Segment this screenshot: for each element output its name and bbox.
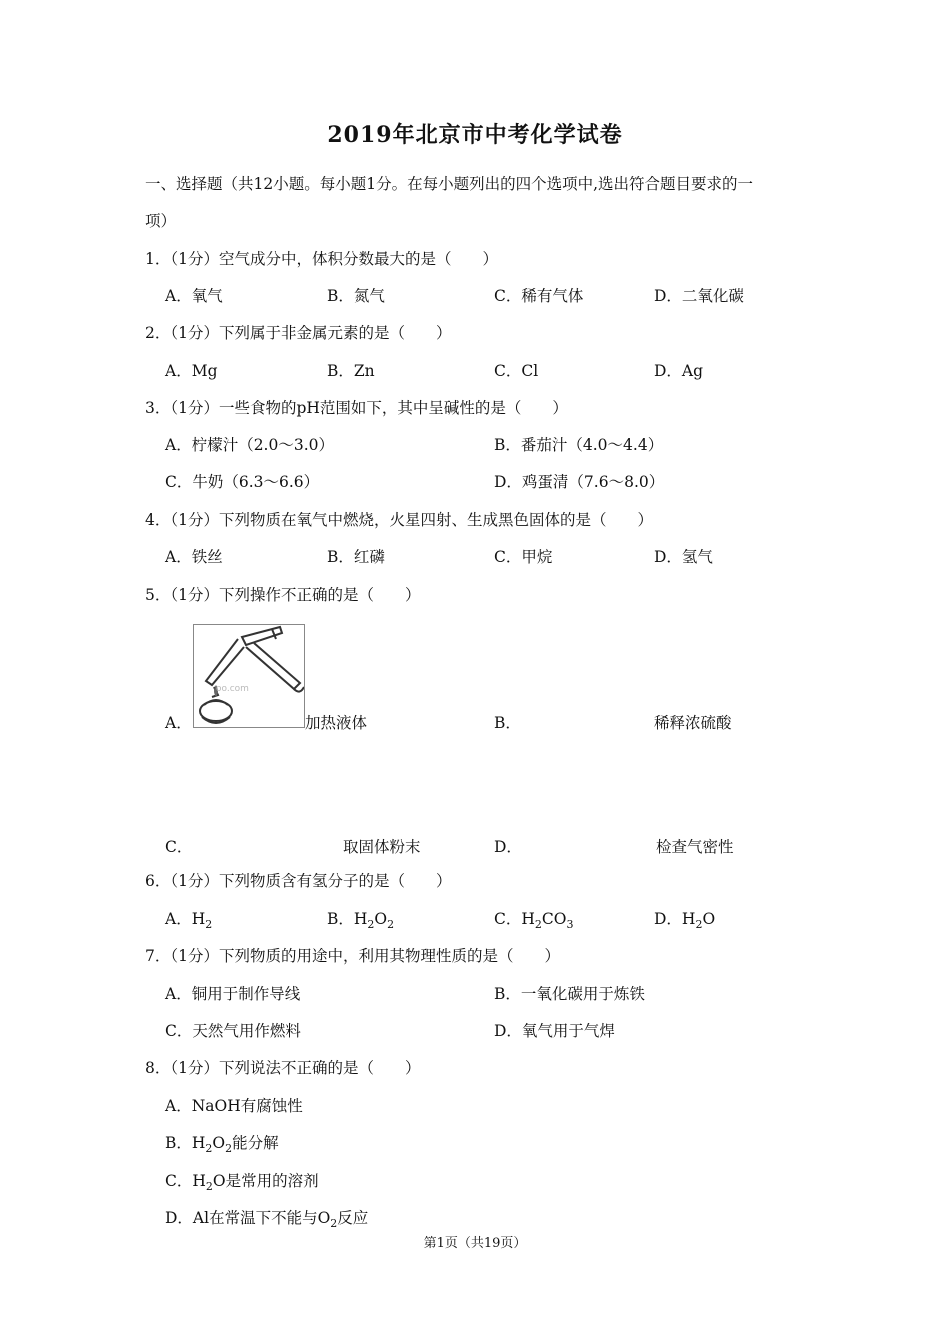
q6-option-b: B．$H_2O_2$ [327,910,395,931]
question-4-stem: 4．（1分）下列物质在氧气中燃烧，火星四射、生成黑色固体的是（ ） [145,511,653,529]
q7-option-a: A．铜用于制作导线 [165,985,301,1003]
q4-option-d: D．氢气 [654,548,713,566]
q2-option-b: B．Zn [327,362,375,380]
q1-option-b: B．氮气 [327,287,385,305]
q6-option-a: A．$H_2$ [165,910,213,931]
question-6-stem: 6．（1分）下列物质含有氢分子的是（ ） [145,872,452,890]
q3-option-b: B．番茄汁（4.0～4.4） [494,436,664,454]
q2-option-a: A．Mg [165,362,218,380]
heating-liquid-diagram [193,624,305,728]
q7-option-b: B．一氧化碳用于炼铁 [494,985,645,1003]
q5-option-a-letter: A． [165,714,192,732]
question-1-stem: 1．（1分）空气成分中，体积分数最大的是（ ） [145,250,498,268]
q8-option-a: A．NaOH有腐蚀性 [165,1097,303,1115]
question-3-stem: 3．（1分）一些食物的pH范围如下，其中呈碱性的是（ ） [145,399,568,417]
q4-option-b: B．红磷 [327,548,385,566]
q5-option-a-text: 加热液体 [305,714,368,732]
question-5-stem: 5．（1分）下列操作不正确的是（ ） [145,586,421,604]
q7-option-d: D．氧气用于气焊 [494,1022,615,1040]
q3-option-c: C．牛奶（6.3～6.6） [165,473,320,491]
q6-option-d: D．$H_2O$ [654,910,716,931]
alcohol-lamp-test-tube-icon [194,625,304,727]
question-2-stem: 2．（1分）下列属于非金属元素的是（ ） [145,324,452,342]
q8-option-d: D．Al在常温下不能与$O_2$反应 [165,1209,369,1230]
section-heading: 一、选择题（共12小题。每小题1分。在每小题列出的四个选项中,选出符合题目要求的一 [145,175,754,193]
q5-option-d-letter: D． [494,838,522,856]
q5-option-c-text: 取固体粉末 [343,838,421,856]
q1-option-d: D．二氧化碳 [654,287,744,305]
q5-option-b-text: 稀释浓硫酸 [654,714,732,732]
question-7-stem: 7．（1分）下列物质的用途中，利用其物理性质的是（ ） [145,947,560,965]
page-title: 2019年北京市中考化学试卷 [327,122,623,148]
q4-option-a: A．铁丝 [165,548,223,566]
q8-option-c: C．$H_2O$是常用的溶剂 [165,1172,319,1193]
q1-option-a: A．氧气 [165,287,223,305]
q8-option-b: B．$H_2O_2$能分解 [165,1134,279,1155]
q2-option-c: C．Cl [494,362,539,380]
page-footer: 第1页（共19页） [423,1236,527,1251]
q5-option-b-letter: B． [494,714,521,732]
q6-option-c: C．$H_2CO_3$ [494,910,574,931]
q5-option-d-text: 检查气密性 [656,838,734,856]
question-8-stem: 8．（1分）下列说法不正确的是（ ） [145,1059,421,1077]
q4-option-c: C．甲烷 [494,548,553,566]
q7-option-c: C．天然气用作燃料 [165,1022,301,1040]
q2-option-d: D．Ag [654,362,704,380]
q1-option-c: C．稀有气体 [494,287,584,305]
svg-text:oo.com: oo.com [216,684,249,694]
section-heading-cont: 项） [145,212,177,230]
q3-option-d: D．鸡蛋清（7.6～8.0） [494,473,665,491]
q5-option-c-letter: C． [165,838,193,856]
q3-option-a: A．柠檬汁（2.0～3.0） [165,436,334,454]
